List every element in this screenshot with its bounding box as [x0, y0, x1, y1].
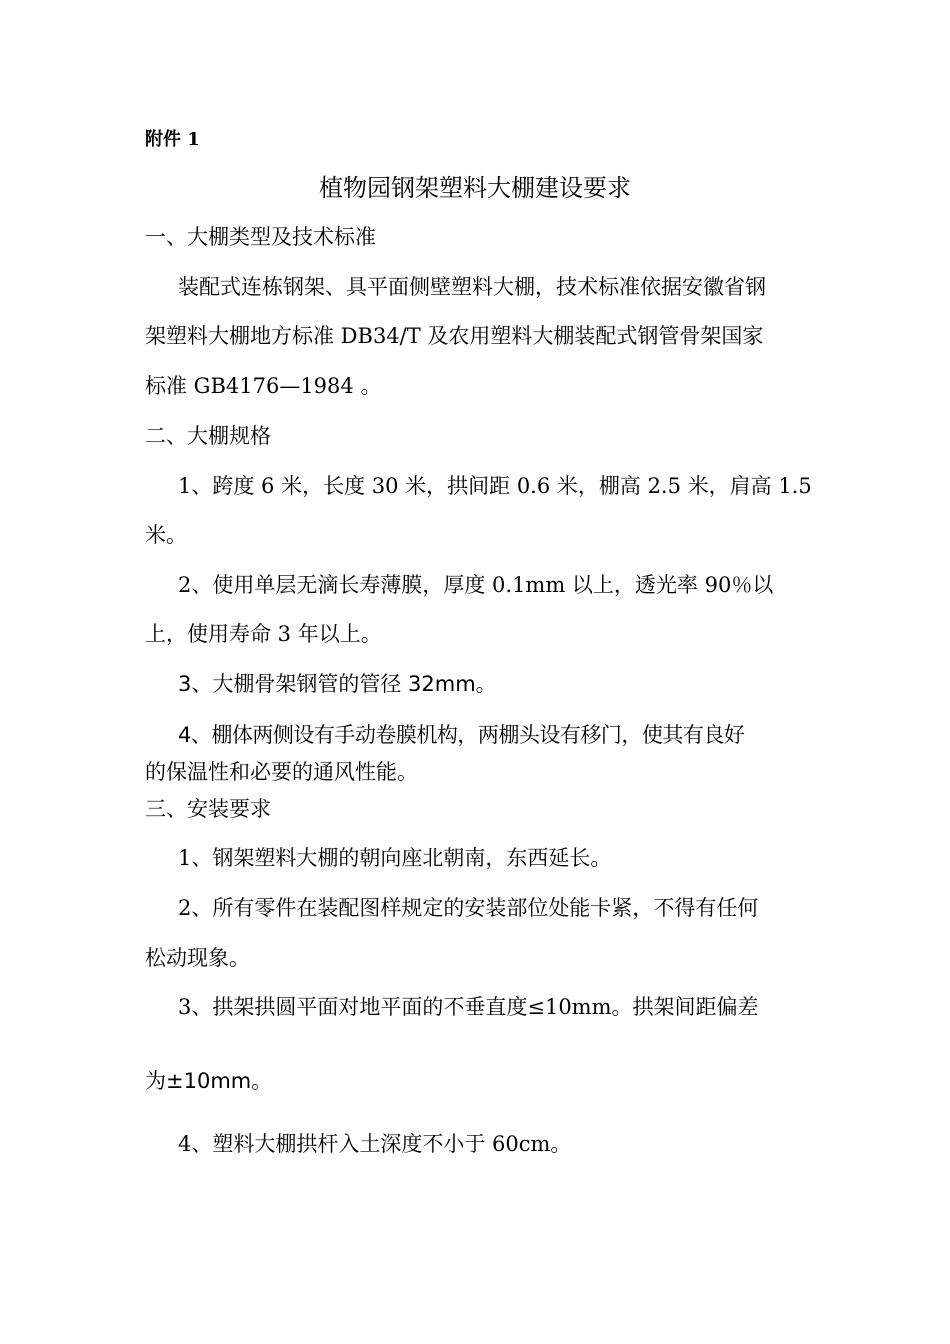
list-item-line: 米。	[145, 523, 187, 547]
paragraph-line: 装配式连栋钢架、具平面侧壁塑料大棚，技术标准依据安徽省钢	[178, 275, 766, 299]
list-item-line: 4、棚体两侧设有手动卷膜机构，两棚头设有移门，使其有良好	[178, 723, 745, 747]
list-item-line: 4、塑料大棚拱杆入土深度不小于 60cm。	[178, 1132, 572, 1156]
list-item-line: 1、钢架塑料大棚的朝向座北朝南，东西延长。	[178, 846, 612, 870]
paragraph-line: 标准 GB4176—1984 。	[145, 374, 382, 398]
list-item-line: 1、跨度 6 米，长度 30 米，拱间距 0.6 米，棚高 2.5 米，肩高 1.5	[178, 474, 812, 498]
list-item-line: 上，使用寿命 3 年以上。	[145, 622, 382, 646]
list-item-line: 2、使用单层无滴长寿薄膜，厚度 0.1mm 以上，透光率 90％以	[178, 573, 774, 597]
section-heading-3: 三、安装要求	[145, 797, 271, 821]
list-item-line: 2、所有零件在装配图样规定的安装部位处能卡紧，不得有任何	[178, 896, 759, 920]
paragraph-line: 架塑料大棚地方标准 DB34/T 及农用塑料大棚装配式钢管骨架国家	[145, 324, 764, 348]
page-title: 植物园钢架塑料大棚建设要求	[319, 174, 631, 202]
list-item-line: 3、拱架拱圆平面对地平面的不垂直度≤10mm。拱架间距偏差	[178, 995, 759, 1019]
list-item-line: 的保温性和必要的通风性能。	[145, 760, 418, 784]
attachment-label: 附件 1	[145, 129, 200, 150]
section-heading-1: 一、大棚类型及技术标准	[145, 225, 376, 249]
section-heading-2: 二、大棚规格	[145, 424, 271, 448]
list-item-line: 松动现象。	[145, 946, 250, 970]
list-item-line: 3、大棚骨架钢管的管径 32mm。	[178, 672, 497, 696]
list-item-line: 为±10mm。	[145, 1069, 273, 1093]
